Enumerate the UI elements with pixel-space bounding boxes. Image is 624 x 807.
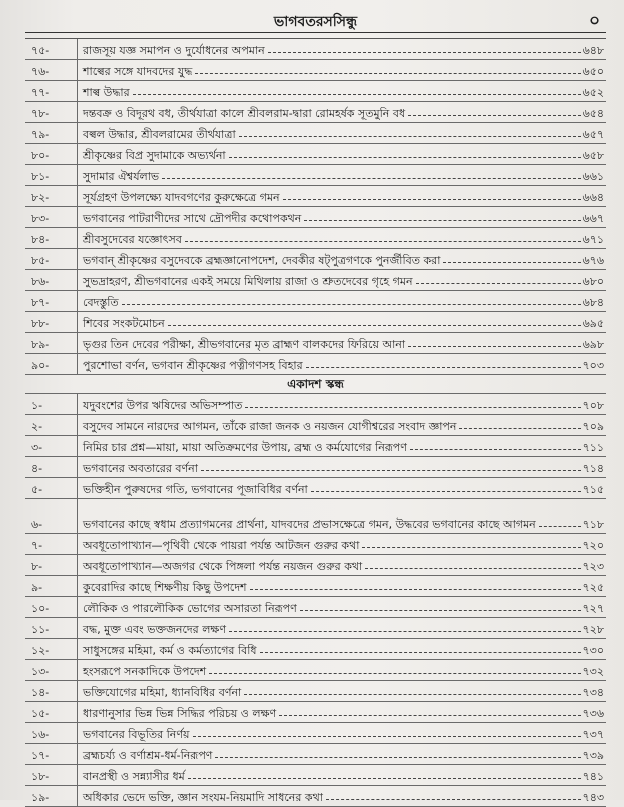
chapter-title: অবধূতোপাখ্যান—অজগর থেকে পিঙ্গলা পর্যন্ত নয়জন গুরুর কথা	[83, 560, 363, 573]
chapter-title: শাল্ব উদ্ধার	[83, 86, 130, 99]
leader-dots	[416, 283, 581, 284]
chapter-title: কুবেরাদির কাছে শিক্ষণীয় কিছু উপদেশ	[83, 581, 247, 594]
leader-dots	[250, 589, 581, 590]
column-divider	[77, 499, 78, 533]
chapter-entry	[77, 420, 606, 433]
leader-dots	[365, 568, 580, 569]
toc-row	[25, 744, 606, 765]
chapter-page: ৭২৮	[582, 623, 604, 636]
chapter-page: ৭৪১	[582, 770, 604, 783]
leader-dots	[122, 304, 581, 305]
toc-row	[25, 312, 606, 333]
chapter-title: সূর্যগ্রহণ উপলক্ষ্যে যাদবগণের কুরুক্ষেত্রে গমন	[83, 191, 280, 204]
column-divider	[77, 415, 78, 435]
toc-row	[25, 436, 606, 457]
leader-dots	[459, 428, 580, 429]
column-divider	[77, 228, 78, 248]
column-divider	[77, 144, 78, 164]
toc-row	[25, 660, 606, 681]
chapter-page: ৭৩৭	[582, 728, 604, 741]
chapter-page: ৭৪৩	[582, 791, 604, 804]
toc-row	[25, 144, 606, 165]
chapter-title: সুদামার ঐশ্বর্যলাভ	[83, 170, 160, 183]
column-divider	[77, 744, 78, 764]
toc-row	[25, 639, 606, 660]
chapter-title: পুরশোভা বর্ণন, ভগবান শ্রীকৃষ্ণের পত্নীগণসহ বিহার	[83, 359, 303, 372]
leader-dots	[279, 715, 580, 716]
chapter-entry	[77, 128, 606, 141]
toc-row	[25, 765, 606, 786]
chapter-page: ৭১১	[582, 441, 604, 454]
chapter-entry	[77, 665, 606, 678]
column-divider	[77, 457, 78, 477]
leader-dots	[443, 262, 580, 263]
chapter-title: ভগবানের বিভূতির নির্ণয়	[83, 728, 190, 741]
chapter-number: ১৯-	[31, 791, 50, 804]
leader-dots	[539, 526, 581, 527]
toc-row	[25, 478, 606, 499]
column-divider	[77, 723, 78, 743]
toc-row	[25, 499, 606, 534]
column-divider	[77, 394, 78, 414]
chapter-entry	[77, 191, 606, 204]
chapter-title: ভৃগুর তিন দেবের পরীক্ষা, শ্রীভগবানের মৃত ব্রাহ্মণ বালকদের ফিরিয়ে আনা	[83, 338, 406, 351]
toc-row	[25, 60, 606, 81]
toc-row	[25, 723, 606, 744]
chapter-title: শাল্বের সঙ্গে যাদবদের যুদ্ধ	[83, 65, 193, 78]
chapter-title: বল্বল উদ্ধার, শ্রীবলরামের তীর্থযাত্রা	[83, 128, 236, 141]
toc-row	[25, 702, 606, 723]
chapter-entry	[77, 44, 606, 57]
chapter-number: ৭৫-	[31, 44, 50, 57]
column-divider	[77, 186, 78, 206]
chapter-number: ৯০-	[31, 359, 50, 372]
chapter-title: শ্রীকৃষ্ণের বিপ্র সুদামাকে অভ্যর্থনা	[83, 149, 226, 162]
chapter-title: ভক্তিহীন পুরুষদের গতি, ভগবানের পূজাবিধির বর্ণনা	[83, 483, 308, 496]
chapter-number: ৭৯-	[31, 128, 50, 141]
chapter-entry	[77, 275, 606, 288]
chapter-page: ৭৩৯	[582, 749, 604, 762]
chapter-number: ৭৮-	[31, 107, 50, 120]
chapter-entry	[77, 212, 606, 225]
leader-dots	[209, 673, 580, 674]
chapter-page: ৭২৫	[582, 581, 604, 594]
leader-dots	[229, 157, 581, 158]
chapter-entry	[77, 686, 606, 699]
chapter-number: ৮৩-	[31, 212, 50, 225]
column-divider	[77, 639, 78, 659]
section-heading-text: একাদশ স্কন্ধ	[287, 377, 344, 391]
chapter-title: ব্রহ্মচর্য্য ও বর্ণাশ্রম-ধর্ম-নিরূপণ	[83, 749, 213, 762]
page-number: ০	[588, 11, 600, 31]
chapter-page: ৬৬৭	[582, 212, 604, 225]
toc-row	[25, 165, 606, 186]
chapter-number: ৮১-	[31, 170, 50, 183]
column-divider	[77, 312, 78, 332]
leader-dots	[168, 325, 581, 326]
chapter-title: বানপ্রস্থী ও সন্ন্যাসীর ধর্ম	[83, 770, 185, 783]
toc-row	[25, 457, 606, 478]
chapter-entry	[77, 623, 606, 636]
chapter-page: ৬৮০	[582, 275, 604, 288]
leader-dots	[260, 652, 581, 653]
chapter-page: ৬৫৭	[582, 128, 604, 141]
chapter-entry	[77, 233, 606, 246]
chapter-title: হংসরূপে সনকাদিকে উপদেশ	[83, 665, 207, 678]
column-divider	[77, 333, 78, 353]
column-divider	[77, 576, 78, 596]
column-divider	[77, 270, 78, 290]
toc-row	[25, 576, 606, 597]
chapter-number: ১২-	[31, 644, 50, 657]
leader-dots	[306, 367, 581, 368]
chapter-entry	[77, 296, 606, 309]
table-of-contents	[25, 38, 606, 807]
chapter-number: ৩-	[31, 441, 43, 454]
chapter-entry	[77, 483, 606, 496]
chapter-page: ৬৯৫	[582, 317, 604, 330]
chapter-entry	[77, 602, 606, 615]
column-divider	[77, 702, 78, 722]
leader-dots	[362, 547, 580, 548]
chapter-number: ৭৬-	[31, 65, 50, 78]
column-divider	[77, 354, 78, 374]
chapter-number: ১১-	[31, 623, 50, 636]
chapter-title: লৌকিক ও পারলৌকিক ভোগের অসারতা নিরূপণ	[83, 602, 297, 615]
chapter-page: ৭১৫	[582, 483, 604, 496]
chapter-number: ১৬-	[31, 728, 50, 741]
chapter-entry	[77, 149, 606, 162]
leader-dots	[245, 407, 580, 408]
chapter-page: ৭১৮	[582, 518, 604, 531]
column-divider	[77, 436, 78, 456]
chapter-entry	[77, 399, 606, 412]
toc-row	[25, 186, 606, 207]
toc-row	[25, 534, 606, 555]
leader-dots	[195, 73, 580, 74]
leader-dots	[215, 757, 580, 758]
chapter-number: ৭৭-	[31, 86, 50, 99]
column-divider	[77, 102, 78, 122]
chapter-page: ৭৩৪	[582, 686, 604, 699]
toc-row	[25, 618, 606, 639]
toc-row	[25, 207, 606, 228]
chapter-entry	[77, 86, 606, 99]
chapter-title: নিমির চার প্রশ্ন—মায়া, মায়া অতিক্রমণের উপায়, ব্রহ্ম ও কর্মযোগের নিরূপণ	[83, 441, 407, 454]
column-divider	[77, 555, 78, 575]
chapter-number: ৮৭-	[31, 296, 50, 309]
chapter-entry	[77, 791, 606, 804]
chapter-number: ৮৬-	[31, 275, 50, 288]
toc-row	[25, 291, 606, 312]
chapter-entry	[77, 107, 606, 120]
leader-dots	[162, 178, 580, 179]
chapter-number: ১৫-	[31, 707, 50, 720]
column-divider	[77, 291, 78, 311]
column-divider	[77, 597, 78, 617]
leader-dots	[410, 449, 581, 450]
toc-row	[25, 354, 606, 375]
chapter-title: বেদস্তুতি	[83, 296, 119, 309]
chapter-number: ৯-	[31, 581, 43, 594]
leader-dots	[283, 199, 581, 200]
chapter-page: ৭৩০	[582, 644, 604, 657]
chapter-number: ১০-	[31, 602, 50, 615]
toc-row	[25, 394, 606, 415]
chapter-title: যদুবংশের উপর ঋষিদের অভিসম্পাত	[83, 399, 243, 412]
chapter-title: দন্তবক্র ও বিদূরথ বধ, তীর্থযাত্রা কালে শ্রীবলরাম-দ্বারা রোমহর্ষক সূতমুনি বধ	[83, 107, 406, 120]
chapter-entry	[77, 317, 606, 330]
chapter-page: ৬৬১	[582, 170, 604, 183]
chapter-page: ৬৫৪	[582, 107, 604, 120]
leader-dots	[239, 136, 581, 137]
chapter-entry	[77, 462, 606, 475]
leader-dots	[311, 491, 581, 492]
column-divider	[77, 786, 78, 806]
toc-row	[25, 249, 606, 270]
page-title: ভাগবতরসসিন্ধু	[273, 14, 358, 30]
chapter-number: ২-	[31, 420, 43, 433]
column-divider	[77, 123, 78, 143]
chapter-number: ৮৪-	[31, 233, 50, 246]
chapter-entry	[77, 254, 606, 267]
chapter-number: ১-	[31, 399, 43, 412]
toc-row	[25, 123, 606, 144]
chapter-entry	[77, 441, 606, 454]
chapter-title: অধিকার ভেদে ভক্তি, জ্ঞান সংযম-নিয়মাদি সাধনের কথা	[83, 791, 323, 804]
chapter-title: ভগবানের অবতারের বর্ণনা	[83, 462, 198, 475]
column-divider	[77, 681, 78, 701]
chapter-number: ১৩-	[31, 665, 50, 678]
toc-row	[25, 681, 606, 702]
toc-row	[25, 786, 606, 807]
chapter-number: ১৭-	[31, 749, 50, 762]
chapter-title: বদ্ধ, মুক্ত এবং ভক্তজনদের লক্ষণ	[83, 623, 226, 636]
chapter-page: ৭০৮	[582, 399, 604, 412]
chapter-number: ৮২-	[31, 191, 50, 204]
section-heading	[25, 375, 606, 394]
leader-dots	[133, 94, 581, 95]
chapter-entry	[77, 518, 606, 531]
chapter-page: ৭৩২	[582, 665, 604, 678]
column-divider	[77, 534, 78, 554]
chapter-page: ৭০৯	[582, 420, 604, 433]
column-divider	[77, 618, 78, 638]
chapter-page: ৬৬৪	[582, 191, 604, 204]
chapter-page: ৭১৪	[582, 462, 604, 475]
toc-row	[25, 228, 606, 249]
column-divider	[77, 249, 78, 269]
chapter-page: ৬৭৬	[582, 254, 604, 267]
toc-row	[25, 39, 606, 60]
chapter-entry	[77, 581, 606, 594]
chapter-number: ৮৫-	[31, 254, 50, 267]
chapter-entry	[77, 170, 606, 183]
chapter-page: ৬৫২	[582, 86, 604, 99]
chapter-title: বসুদেব সামনে নারদের আগমন, তাঁকে রাজা জনক ও নয়জন যোগীশ্বরের সংবাদ জ্ঞাপন	[83, 420, 457, 433]
chapter-entry	[77, 539, 606, 552]
toc-row	[25, 555, 606, 576]
chapter-number: ৫-	[31, 483, 43, 496]
column-divider	[77, 165, 78, 185]
leader-dots	[408, 346, 581, 347]
chapter-entry	[77, 728, 606, 741]
column-divider	[77, 765, 78, 785]
chapter-title: ধারণানুসার ভিন্ন ভিন্ন সিদ্ধির পরিচয় ও লক্ষণ	[83, 707, 277, 720]
chapter-page: ৬৭১	[582, 233, 604, 246]
chapter-page: ৬৮৪	[582, 296, 604, 309]
chapter-entry	[77, 65, 606, 78]
chapter-entry	[77, 770, 606, 783]
chapter-number: ৪-	[31, 462, 43, 475]
chapter-number: ৮৯-	[31, 338, 50, 351]
leader-dots	[201, 470, 581, 471]
toc-row	[25, 102, 606, 123]
chapter-title: শিবের সংকটমোচন	[83, 317, 165, 330]
chapter-entry	[77, 359, 606, 372]
chapter-page: ৭২৭	[582, 602, 604, 615]
chapter-number: ১৪-	[31, 686, 50, 699]
toc-row	[25, 333, 606, 354]
leader-dots	[244, 694, 580, 695]
chapter-page: ৬৫৮	[582, 149, 604, 162]
chapter-entry	[77, 338, 606, 351]
column-divider	[77, 207, 78, 227]
chapter-title: রাজসূয় যজ্ঞ সমাপন ও দুর্যোধনের অপমান	[83, 44, 265, 57]
chapter-title: সুভদ্রাহরণ, শ্রীভগবানের একই সময়ে মিথিলায় রাজা ও শ্রুতদেবের গৃহে গমন	[83, 275, 413, 288]
toc-row	[25, 415, 606, 436]
chapter-title: ভগবান্ শ্রীকৃষ্ণের বসুদেবকে ব্রহ্মজ্ঞানোপদেশ, দেবকীর ষট্পুত্রগণকে পুনর্জীবিত করা	[83, 254, 441, 267]
column-divider	[77, 60, 78, 80]
chapter-number: ৮৮-	[31, 317, 50, 330]
leader-dots	[193, 736, 581, 737]
leader-dots	[300, 610, 581, 611]
chapter-entry	[77, 707, 606, 720]
leader-dots	[268, 52, 581, 53]
chapter-number: ৭-	[31, 539, 43, 552]
toc-row	[25, 81, 606, 102]
chapter-page: ৬৪৮	[582, 44, 604, 57]
leader-dots	[229, 631, 581, 632]
chapter-number: ৬-	[31, 518, 43, 531]
chapter-number: ৮০-	[31, 149, 50, 162]
chapter-page: ৭২৩	[582, 560, 604, 573]
chapter-title: ভগবানের কাছে স্বধাম প্রত্যাগমনের প্রার্থনা, যাদবদের প্রভাসক্ষেত্রে গমন, উদ্ধবের ভগবানের কাছে আগমন	[83, 518, 536, 531]
column-divider	[77, 81, 78, 101]
toc-row	[25, 597, 606, 618]
leader-dots	[185, 241, 581, 242]
chapter-page: ৬৯৮	[582, 338, 604, 351]
chapter-title: শ্রীবসুদেবের যজ্ঞোৎসব	[83, 233, 182, 246]
chapter-page: ৭২০	[582, 539, 604, 552]
page-header	[25, 6, 606, 33]
chapter-title: ভক্তিযোগের মহিমা, ধ্যানবিধির বর্ণনা	[83, 686, 242, 699]
chapter-entry	[77, 644, 606, 657]
chapter-title: সাধুসঙ্গের মহিমা, কর্ম ও কর্মত্যাগের বিধি	[83, 644, 257, 657]
chapter-title: ভগবানের পাটরাণীদের সাথে দ্রৌপদীর কথোপকথন	[83, 212, 302, 225]
chapter-entry	[77, 749, 606, 762]
column-divider	[77, 39, 78, 59]
chapter-page: ৭৩৬	[582, 707, 604, 720]
chapter-page: ৭০৩	[582, 359, 604, 372]
toc-row	[25, 270, 606, 291]
column-divider	[77, 660, 78, 680]
leader-dots	[188, 778, 581, 779]
chapter-number: ১৮-	[31, 770, 50, 783]
chapter-entry	[77, 560, 606, 573]
leader-dots	[304, 220, 580, 221]
chapter-title: অবধূতোপাখ্যান—পৃথিবী থেকে পায়রা পর্যন্ত আটজন গুরুর কথা	[83, 539, 360, 552]
chapter-number: ৮-	[31, 560, 43, 573]
chapter-page: ৬৫০	[582, 65, 604, 78]
column-divider	[77, 478, 78, 498]
leader-dots	[408, 115, 580, 116]
